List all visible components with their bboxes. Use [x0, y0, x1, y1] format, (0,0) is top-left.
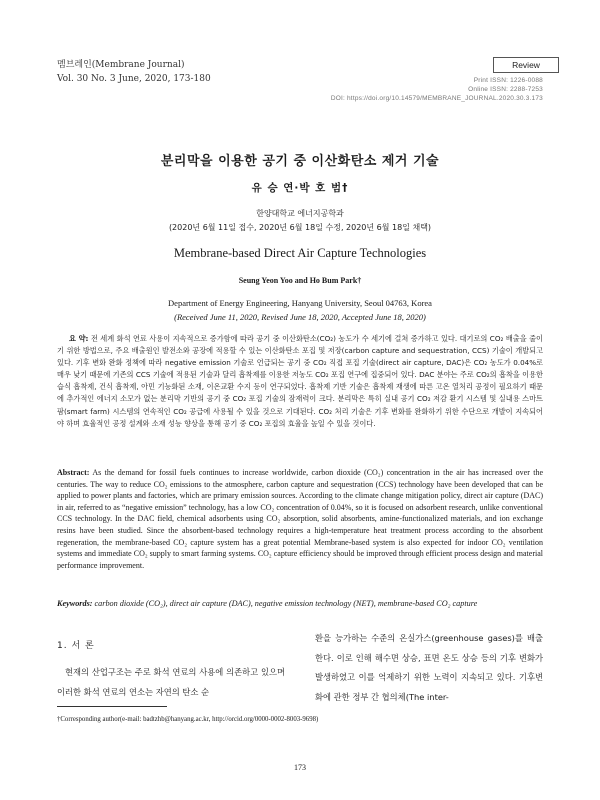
english-dates: (Received June 11, 2020, Revised June 18, 2020, Accepted June 18, 2020) [174, 312, 426, 322]
journal-header [57, 58, 211, 86]
korean-abstract-label: 요 약: [69, 334, 89, 343]
korean-abstract-text: 전 세계 화석 연료 사용이 지속적으로 증가함에 따라 공기 중 이산화탄소(CO₂) 농도가 수 세기에 걸쳐 증가하고 있다. 대기로의 CO₂ 배출을 줄이기 위한 방법으로, 주요 배출원인 발전소와 공장에 적용할 수 있는 이산화탄소 포집 및 저장(carbon capture and sequestration, CCS) 기술이 개발되고 있다. 기후 변화 완화 정책에 따라 negative emission 기술로 언급되는 공기 중 CO₂ 직접 포집 기술(direct air capture, DAC)은 CO₂ 농도가 0.04%로 매우 낮기 때문에 기존의 CCS 기술에 적용된 기술과 달리 흡착제를 이용한 저농도 CO₂ 포집 연구에 집중되어 있다. DAC 분야는 주로 CO₂의 흡착을 이용한 습식 흡착제, 건식 흡착제, 아민 기능화된 소재, 이온교환 수지 등이 연구되었다. 흡착제 기반 기술은 흡착제 재생에 따른 고온 열처리 공정이 필요하기 때문에 추가적인 에너지 소모가 없는 분리막 기반의 공기 중 CO₂ 포집 기술의 잠재력이 크다. 분리막은 특히 실내 공기 CO₂ 저감 환기 시스템 및 실내용 스마트팜(smart farm) 시스템의 연속적인 CO₂ 공급에 사용될 수 있을 것으로 기대된다. CO₂ 처리 기술은 기후 변화를 완화하기 위한 수단으로 개발이 지속되어야 하며 효율적인 공정 설계와 소재 성능 향상을 통해 공기 중 CO₂ 포집의 효율을 높일 수 있을 것이다. [57, 334, 543, 428]
korean-title: 분리막을 이용한 공기 중 이산화탄소 제거 기술 [160, 154, 440, 169]
english-abstract-label: Abstract: [57, 468, 90, 477]
keywords [57, 598, 543, 609]
keywords-text: carbon dioxide (CO₂), direct air capture (DAC), negative emission technology (NET), membrane-based CO₂ capture [94, 599, 478, 608]
footnote-divider [57, 706, 167, 707]
korean-authors: 유 승 연·박 호 범† [251, 182, 349, 194]
print-issn: Print ISSN: 1226-0088 [473, 77, 543, 84]
keywords-label: Keywords: [57, 599, 93, 608]
review-badge: Review [493, 57, 559, 73]
issn-block [331, 76, 543, 103]
section-heading: 1. 서 론 [57, 641, 95, 651]
english-title: Membrane-based Direct Air Capture Technologies [173, 246, 427, 260]
english-authors: Seung Yeon Yoo and Ho Bum Park† [238, 276, 362, 285]
online-issn: Online ISSN: 2288-7253 [468, 86, 543, 93]
korean-dates: (2020년 6월 11일 접수, 2020년 6월 18일 수정, 2020년 6월 18일 채택) [168, 223, 432, 232]
english-abstract-text: As the demand for fossil fuels continues to increase worldwide, carbon dioxide (CO₂) concentration in the air has increased over the centuries. The way to reduce CO₂ emissions to the atmosphere, carbon capture and sequestration (CCS) technology have been developed that can be applied to power plants and factories, which are primary emission sources. According to the climate change mitigation policy, direct air capture (DAC) in air, referred to as “negative emission” technology, has a low CO₂ concentration of 0.04%, so it is focused on adsorbent research, unlike conventional CCS technology. In the DAC field, chemical adsorbents using CO₂ absorption, solid absorbents, amine-functionalized materials, and ion exchange resins have been studied. Since the absorbent-based technology requires a high-temperature heat treatment process according to the absorbent regeneration, the membrane-based CO₂ capture system has a great potential Membrane-based system is also expected for indoor CO₂ ventilation systems and immediate CO₂ supply to smart farming systems. CO₂ capture efficiency should be improved through efficient process design and material performance improvement. [57, 468, 544, 570]
body-right-column: 환을 능가하는 수준의 온실가스(greenhouse gases)를 배출한다. 이로 인해 해수면 상승, 표면 온도 상승 등의 기후 변화가 발생하였고 이를 억제하기 위한 노력이 지속되고 있다. 기후변화에 관한 정부 간 협의체(The inter- [315, 633, 543, 702]
footnote: †Corresponding author(e-mail: badtzhb@hanyang.ac.kr, http://orcid.org/0000-0002-8003-9698) [57, 716, 319, 723]
journal-name: 멤브레인(Membrane Journal) [57, 60, 185, 70]
page-number: 173 [294, 763, 306, 772]
english-abstract [57, 467, 543, 571]
korean-affiliation: 한양대학교 에너지공학과 [256, 209, 344, 218]
doi-link[interactable]: DOI: https://doi.org/10.14579/MEMBRANE_JOURNAL.2020.30.3.173 [330, 95, 543, 102]
body-left-column: 현재의 산업구조는 주로 화석 연료의 사용에 의존하고 있으며 이러한 화석 연료의 연소는 자연의 탄소 순 [57, 667, 285, 697]
english-affiliation: Department of Energy Engineering, Hanyang University, Seoul 04763, Korea [168, 298, 432, 308]
korean-abstract [57, 333, 543, 430]
journal-issue: Vol. 30 No. 3 June, 2020, 173-180 [57, 74, 211, 84]
